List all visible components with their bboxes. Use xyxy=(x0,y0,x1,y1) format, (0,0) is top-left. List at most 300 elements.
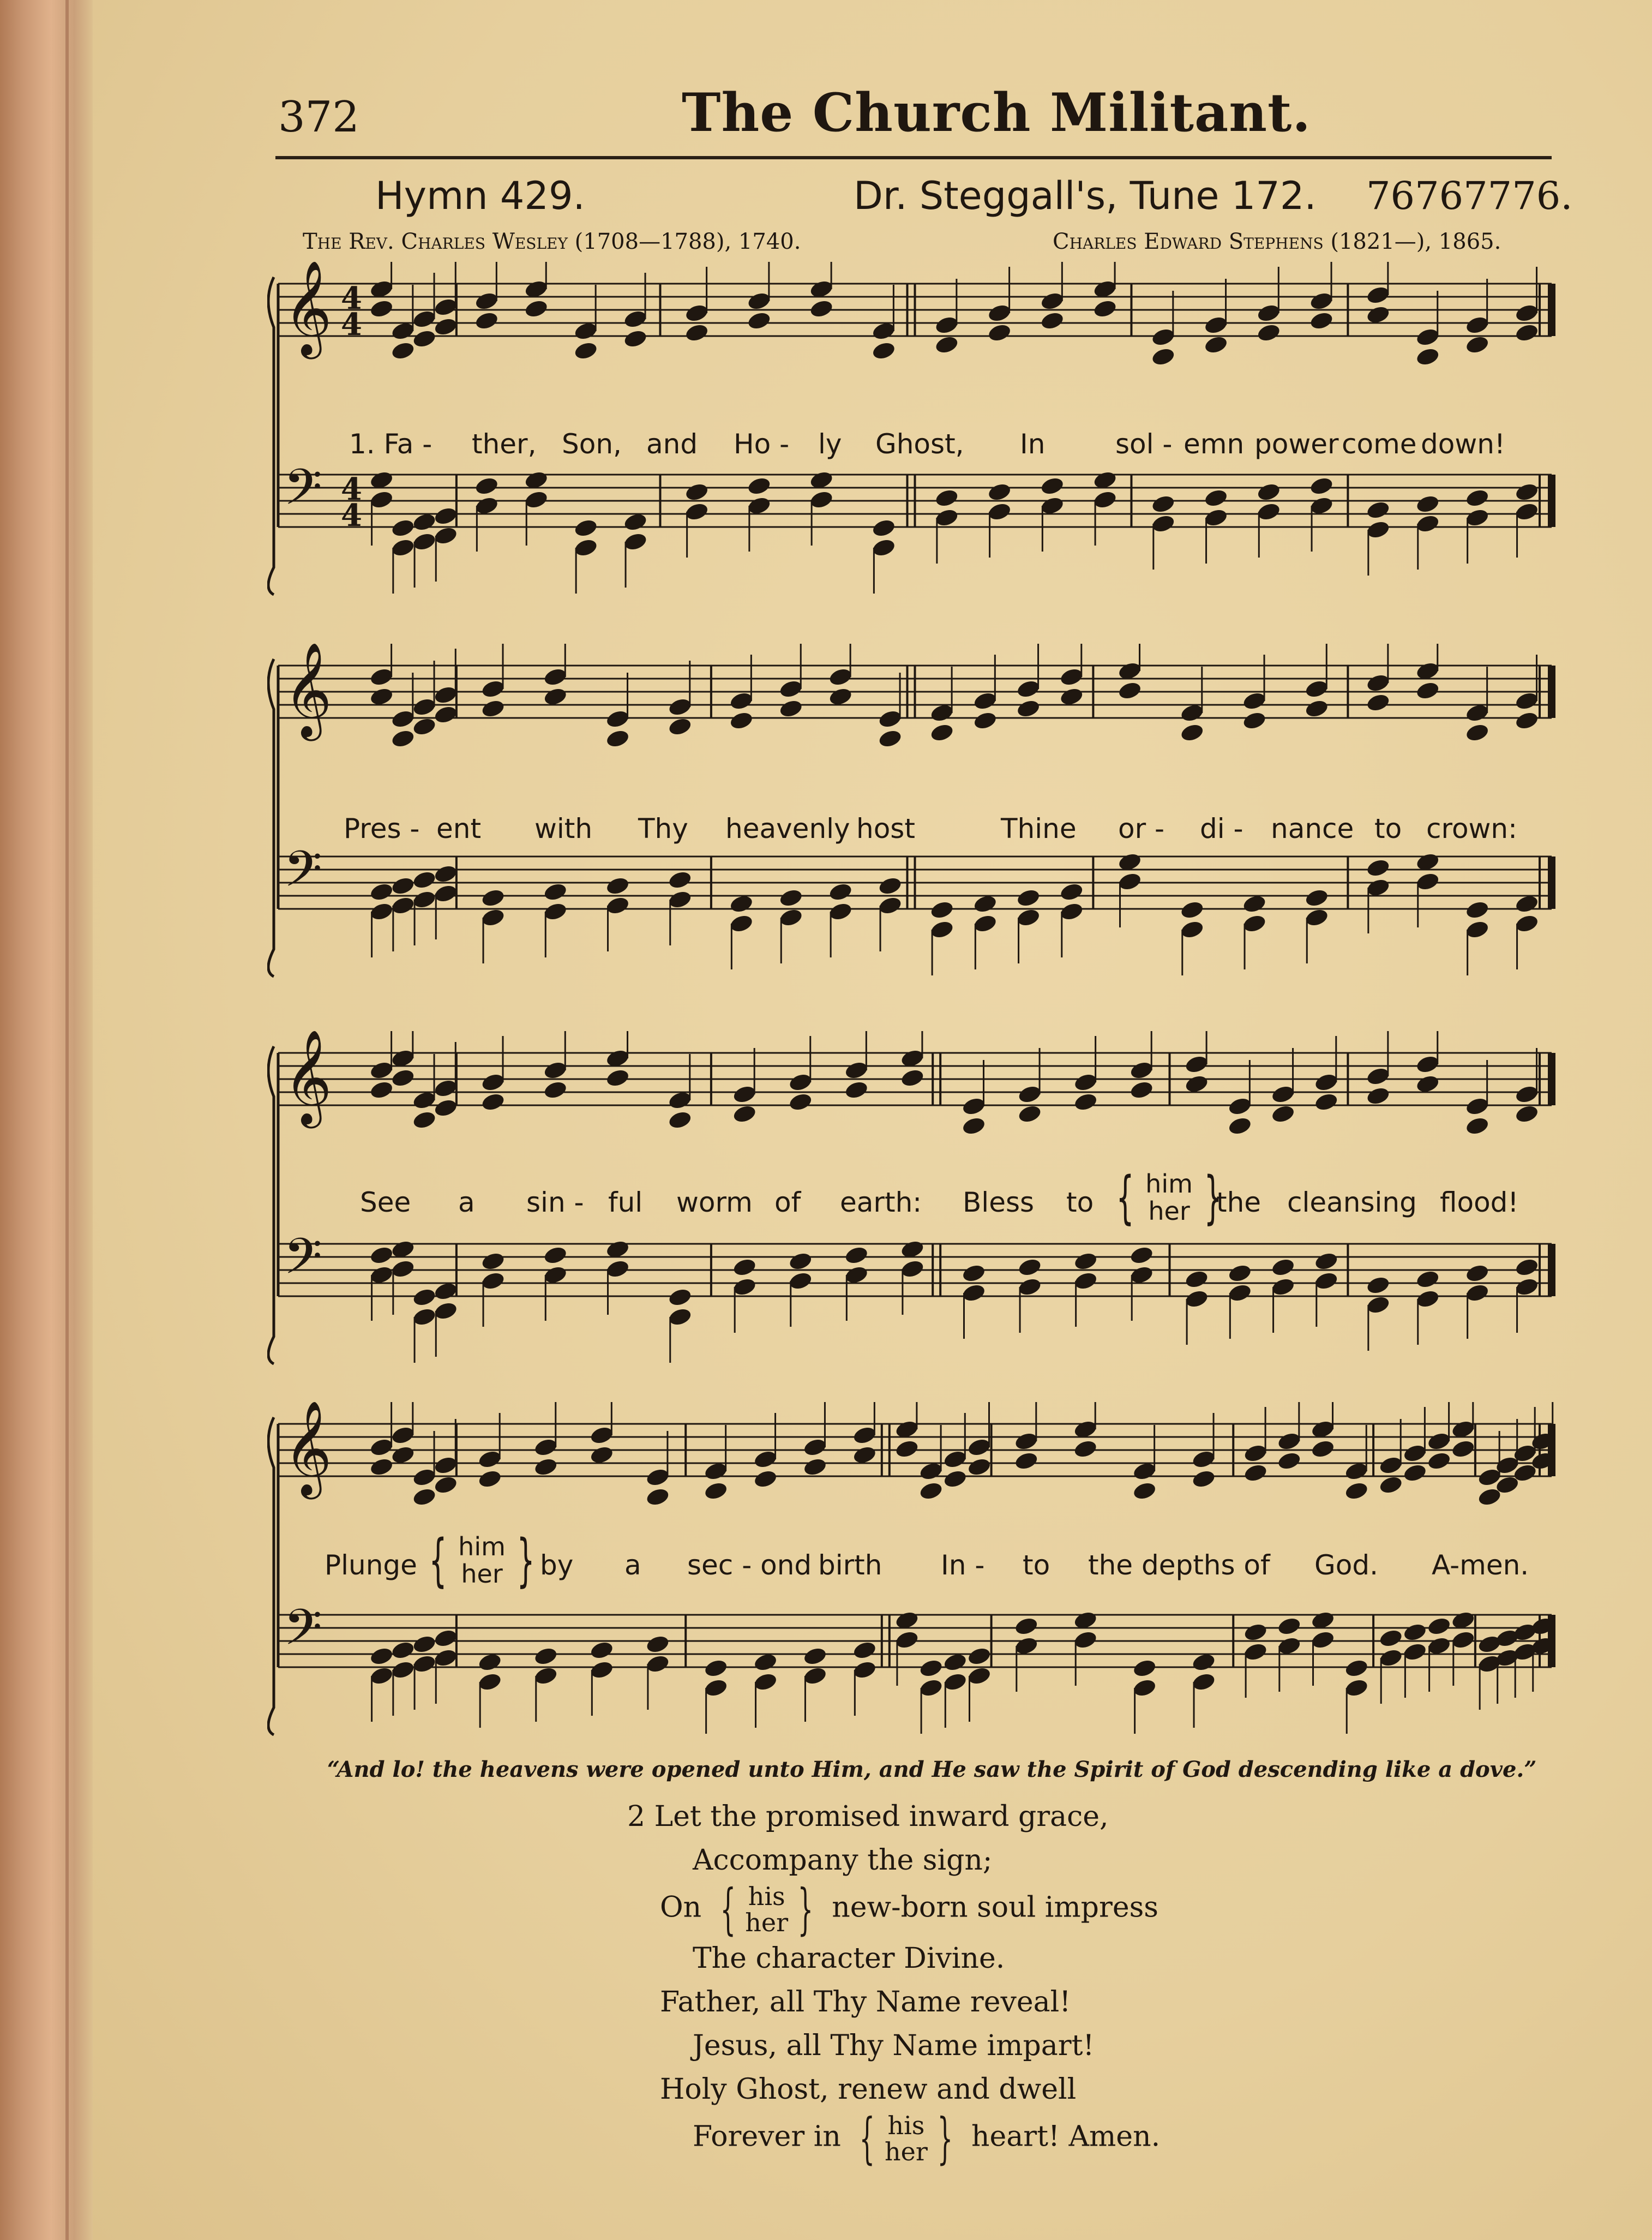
treble-notehead xyxy=(1180,722,1205,743)
treble-notehead xyxy=(474,291,499,312)
bass-notehead xyxy=(1092,489,1118,510)
treble-notehead xyxy=(1117,680,1142,701)
brace-option: him xyxy=(1145,1169,1193,1199)
treble-notehead xyxy=(623,328,648,349)
treble-notehead xyxy=(729,691,754,711)
bass-notehead xyxy=(1227,1283,1252,1303)
bass-notehead xyxy=(477,1672,502,1692)
treble-notehead xyxy=(480,1092,506,1112)
treble-notehead xyxy=(1242,710,1267,731)
bass-notehead xyxy=(668,1307,693,1327)
verse-text: On xyxy=(660,1891,702,1924)
bass-notehead xyxy=(778,907,803,928)
bass-notehead xyxy=(1059,882,1084,902)
bass-notehead xyxy=(645,1654,670,1674)
bass-notehead xyxy=(1191,1652,1216,1673)
treble-notehead xyxy=(589,1425,614,1446)
bass-notehead xyxy=(391,1660,416,1680)
bass-notehead xyxy=(573,518,598,538)
bass-notehead xyxy=(972,894,998,914)
bass-notehead xyxy=(1129,1245,1154,1266)
bass-notehead xyxy=(412,1634,437,1655)
bass-notehead xyxy=(433,1628,458,1649)
bass-notehead xyxy=(533,1646,558,1667)
verse-text: heart! Amen. xyxy=(971,2120,1161,2153)
treble-notehead xyxy=(477,1449,502,1470)
lyric-syllable: Bless xyxy=(963,1187,1035,1218)
lyric-syllable: Pres - xyxy=(344,813,420,845)
bass-notehead xyxy=(433,883,458,904)
treble-notehead xyxy=(369,667,394,687)
treble-notehead xyxy=(1415,1054,1440,1075)
treble-notehead xyxy=(732,1104,757,1124)
treble-notehead xyxy=(1016,698,1041,719)
treble-notehead xyxy=(1242,691,1267,711)
treble-notehead xyxy=(1184,1054,1209,1075)
time-signature-icon: 4 xyxy=(341,307,362,343)
treble-notehead xyxy=(1366,673,1391,693)
bass-notehead xyxy=(1314,1271,1339,1291)
bass-notehead xyxy=(1256,501,1281,522)
bass-notehead xyxy=(1016,907,1041,928)
bass-notehead xyxy=(1464,900,1489,920)
treble-notehead xyxy=(918,1481,944,1501)
treble-notehead xyxy=(668,697,693,717)
treble-notehead xyxy=(412,1467,437,1488)
treble-notehead xyxy=(605,1068,630,1088)
lyric-syllable: flood! xyxy=(1440,1187,1519,1218)
treble-notehead xyxy=(1243,1443,1268,1464)
treble-notehead xyxy=(809,298,834,319)
bass-notehead xyxy=(942,1652,968,1673)
treble-notehead xyxy=(1073,1072,1098,1093)
page-number: 372 xyxy=(278,93,359,142)
bass-notehead xyxy=(900,1259,925,1279)
treble-notehead xyxy=(934,334,959,355)
bass-notehead xyxy=(369,1265,394,1285)
treble-notehead xyxy=(1451,1439,1476,1459)
bass-notehead xyxy=(929,900,954,920)
lyric-syllable: ful xyxy=(608,1187,643,1218)
bass-notehead xyxy=(852,1660,877,1680)
bass-notehead xyxy=(543,1245,568,1266)
treble-notehead xyxy=(573,340,598,361)
treble-notehead xyxy=(369,298,394,319)
bass-notehead xyxy=(1378,1628,1403,1649)
treble-notehead xyxy=(1016,679,1041,699)
verse-line xyxy=(627,2106,1161,2170)
treble-notehead xyxy=(961,1116,986,1136)
treble-notehead xyxy=(1151,327,1176,348)
treble-notehead xyxy=(1415,1074,1440,1094)
treble-notehead xyxy=(828,667,853,687)
bass-notehead xyxy=(753,1652,778,1673)
treble-notehead xyxy=(477,1469,502,1489)
bass-notehead xyxy=(412,870,437,890)
treble-notehead xyxy=(1014,1431,1039,1452)
treble-notehead xyxy=(1514,322,1539,343)
lyric-syllable: emn xyxy=(1184,428,1245,460)
bass-notehead xyxy=(1132,1658,1157,1679)
lyric-syllable: host xyxy=(856,813,915,845)
treble-notehead xyxy=(391,321,416,342)
bass-notehead xyxy=(934,507,959,528)
bass-notehead xyxy=(918,1658,944,1679)
treble-notehead xyxy=(1464,703,1489,723)
bass-notehead xyxy=(1277,1616,1302,1637)
bass-notehead xyxy=(684,482,709,502)
bass-notehead xyxy=(1017,1277,1042,1297)
treble-notehead xyxy=(1243,1463,1268,1483)
book-binding-edge xyxy=(0,0,93,2240)
treble-notehead xyxy=(878,709,903,729)
bass-notehead xyxy=(788,1251,813,1272)
treble-notehead xyxy=(543,1060,568,1081)
bass-notehead xyxy=(1129,1265,1154,1285)
bass-notehead xyxy=(1151,513,1176,534)
bass-notehead xyxy=(433,525,458,546)
treble-notehead xyxy=(1073,1439,1098,1459)
treble-notehead xyxy=(1180,703,1205,723)
bass-notehead xyxy=(1309,476,1334,496)
treble-notehead xyxy=(412,1110,437,1130)
treble-clef-icon: 𝄞 xyxy=(284,1031,332,1124)
treble-clef-icon: 𝄞 xyxy=(284,262,332,355)
bass-notehead xyxy=(1040,495,1065,516)
bass-notehead xyxy=(668,870,693,890)
treble-notehead xyxy=(753,1449,778,1470)
bass-notehead xyxy=(369,1245,394,1266)
bass-notehead xyxy=(433,506,458,526)
treble-notehead xyxy=(480,679,506,699)
treble-notehead xyxy=(369,1080,394,1100)
treble-notehead xyxy=(1059,667,1084,687)
lyric-syllable: Son, xyxy=(562,428,622,460)
treble-notehead xyxy=(929,703,954,723)
treble-notehead xyxy=(1464,315,1489,336)
bass-notehead xyxy=(1073,1251,1098,1272)
lyric-syllable: the xyxy=(1216,1187,1261,1218)
lyric-syllable: Ghost, xyxy=(875,428,964,460)
treble-notehead xyxy=(412,716,437,737)
lyric-syllable: 1. Fa - xyxy=(349,428,432,460)
bass-notehead xyxy=(1314,1251,1339,1272)
bass-notehead xyxy=(477,1652,502,1673)
bass-notehead xyxy=(987,501,1012,522)
verse-text: new-born soul impress xyxy=(832,1891,1158,1924)
treble-notehead xyxy=(684,303,709,324)
treble-notehead xyxy=(433,1098,458,1118)
bass-notehead xyxy=(1514,501,1539,522)
treble-notehead xyxy=(934,315,959,336)
treble-notehead xyxy=(802,1437,827,1458)
treble-notehead xyxy=(1017,1104,1042,1124)
treble-notehead xyxy=(1514,1104,1539,1124)
bass-notehead xyxy=(543,901,568,922)
system-brace xyxy=(268,1417,274,1735)
treble-notehead xyxy=(929,722,954,743)
treble-notehead xyxy=(1304,679,1329,699)
treble-notehead xyxy=(668,716,693,737)
bass-notehead xyxy=(894,1630,920,1650)
bass-notehead xyxy=(412,512,437,532)
hymn-number: Hymn 429. xyxy=(375,173,585,218)
bass-notehead xyxy=(828,901,853,922)
bass-notehead xyxy=(1304,888,1329,908)
treble-notehead xyxy=(1191,1449,1216,1470)
treble-notehead xyxy=(1314,1072,1339,1093)
bass-notehead xyxy=(1059,901,1084,922)
bass-notehead xyxy=(1464,919,1489,940)
bass-notehead xyxy=(543,882,568,902)
bass-notehead xyxy=(1151,494,1176,514)
bass-notehead xyxy=(809,489,834,510)
lyric-syllable: A-men. xyxy=(1432,1549,1529,1581)
treble-notehead xyxy=(753,1469,778,1489)
treble-notehead xyxy=(433,1475,458,1495)
treble-notehead xyxy=(1277,1431,1302,1452)
treble-notehead xyxy=(645,1487,670,1507)
treble-notehead xyxy=(1227,1116,1252,1136)
bass-notehead xyxy=(605,1259,630,1279)
bass-notehead xyxy=(1344,1658,1369,1679)
bass-notehead xyxy=(778,888,803,908)
lyric-syllable: ther, xyxy=(472,428,537,460)
bass-notehead xyxy=(966,1646,992,1667)
bass-notehead xyxy=(391,1259,416,1279)
bass-clef-icon: 𝄢 xyxy=(284,1227,322,1297)
bass-notehead xyxy=(1415,513,1440,534)
treble-notehead xyxy=(623,309,648,330)
treble-notehead xyxy=(1092,298,1118,319)
bass-notehead xyxy=(828,882,853,902)
bass-notehead xyxy=(369,901,394,922)
bass-notehead xyxy=(589,1640,614,1661)
bass-clef-icon: 𝄢 xyxy=(284,458,322,528)
bass-notehead xyxy=(623,512,648,532)
treble-notehead xyxy=(1309,310,1334,331)
bass-notehead xyxy=(474,495,499,516)
treble-notehead xyxy=(543,1080,568,1100)
treble-notehead xyxy=(645,1467,670,1488)
lyric-syllable: heavenly xyxy=(725,813,850,845)
treble-notehead xyxy=(1073,1092,1098,1112)
treble-notehead xyxy=(480,698,506,719)
treble-notehead xyxy=(844,1080,869,1100)
bass-notehead xyxy=(729,913,754,934)
bass-notehead xyxy=(391,518,416,538)
treble-notehead xyxy=(966,1437,992,1458)
bass-notehead xyxy=(1309,495,1334,516)
treble-notehead xyxy=(412,697,437,717)
treble-notehead xyxy=(543,667,568,687)
lyric-syllable: a xyxy=(458,1187,475,1218)
system-brace xyxy=(268,659,274,977)
brace-his-her: { his her } xyxy=(720,1877,814,1941)
treble-notehead xyxy=(1464,722,1489,743)
bass-notehead xyxy=(844,1245,869,1266)
bass-notehead xyxy=(645,1634,670,1655)
treble-notehead xyxy=(966,1457,992,1477)
bass-notehead xyxy=(852,1640,877,1661)
lyric-syllable: Thine xyxy=(1001,813,1077,845)
treble-notehead xyxy=(1270,1084,1295,1105)
bass-notehead xyxy=(1270,1257,1295,1278)
hymn-composer: Charles Edward Stephens (1821—), 1865. xyxy=(1053,229,1501,254)
brace-him-her: { him her } xyxy=(429,1527,535,1594)
lyric-syllable: See xyxy=(360,1187,411,1218)
hymn-meter: 76767776. xyxy=(1366,173,1573,218)
treble-notehead xyxy=(1203,334,1228,355)
lyric-syllable: sin - xyxy=(526,1187,584,1218)
bass-notehead xyxy=(972,913,998,934)
bass-notehead xyxy=(878,895,903,916)
lyric-syllable: come xyxy=(1342,428,1417,460)
treble-notehead xyxy=(972,691,998,711)
bass-notehead xyxy=(1402,1622,1427,1643)
treble-notehead xyxy=(533,1457,558,1477)
bass-notehead xyxy=(369,882,394,902)
treble-notehead xyxy=(1415,346,1440,367)
bass-notehead xyxy=(1243,1642,1268,1662)
brace-option: his xyxy=(887,2111,925,2140)
treble-clef-icon: 𝄞 xyxy=(284,1402,332,1495)
treble-notehead xyxy=(942,1449,968,1470)
lyric-syllable: by xyxy=(540,1549,574,1581)
treble-notehead xyxy=(573,321,598,342)
brace-option: him xyxy=(458,1532,506,1561)
treble-notehead xyxy=(433,704,458,725)
treble-notehead xyxy=(1366,692,1391,713)
treble-notehead xyxy=(1366,1066,1391,1087)
bass-notehead xyxy=(1415,871,1440,892)
bass-notehead xyxy=(480,1251,506,1272)
treble-notehead xyxy=(1378,1455,1403,1476)
bass-notehead xyxy=(589,1660,614,1680)
lyric-syllable: the depths of xyxy=(1088,1549,1270,1581)
lyric-syllable: with xyxy=(534,813,593,845)
bass-notehead xyxy=(391,895,416,916)
treble-notehead xyxy=(1184,1074,1209,1094)
bass-notehead xyxy=(1464,1263,1489,1284)
treble-notehead xyxy=(369,686,394,707)
treble-notehead xyxy=(1191,1469,1216,1489)
scripture-epigraph: “And lo! the heavens were opened unto Him, and He saw the Spirit of God descending like a dove.” xyxy=(327,1757,1537,1782)
bass-notehead xyxy=(1242,913,1267,934)
treble-notehead xyxy=(1227,1096,1252,1117)
bass-notehead xyxy=(573,537,598,558)
bass-notehead xyxy=(747,495,772,516)
treble-notehead xyxy=(1014,1451,1039,1471)
bass-notehead xyxy=(961,1283,986,1303)
verse-line: The character Divine. xyxy=(693,1942,1005,1975)
bass-notehead xyxy=(623,531,648,552)
brace-option: her xyxy=(1148,1196,1190,1226)
time-signature-icon: 4 xyxy=(341,471,362,507)
bass-notehead xyxy=(684,501,709,522)
treble-notehead xyxy=(972,710,998,731)
verse-line: Accompany the sign; xyxy=(693,1844,993,1877)
bass-clef-icon: 𝄢 xyxy=(284,1598,322,1668)
treble-notehead xyxy=(961,1096,986,1117)
bass-notehead xyxy=(412,1307,437,1327)
system-brace xyxy=(268,1046,274,1364)
treble-notehead xyxy=(852,1445,877,1465)
bass-notehead xyxy=(747,476,772,496)
lyric-syllable: God. xyxy=(1314,1549,1378,1581)
lyric-syllable: Plunge xyxy=(325,1549,417,1581)
bass-notehead xyxy=(433,864,458,884)
treble-notehead xyxy=(788,1072,813,1093)
bass-notehead xyxy=(412,1654,437,1674)
bass-notehead xyxy=(871,537,896,558)
verse-line: Jesus, all Thy Name impart! xyxy=(693,2029,1095,2062)
treble-notehead xyxy=(1415,680,1440,701)
bass-notehead xyxy=(1451,1630,1476,1650)
bass-notehead xyxy=(1366,500,1391,520)
treble-notehead xyxy=(703,1461,728,1482)
bass-notehead xyxy=(433,1281,458,1302)
lyric-syllable: worm xyxy=(676,1187,753,1218)
bass-notehead xyxy=(1180,919,1205,940)
lyric-syllable: down! xyxy=(1421,428,1505,460)
bass-notehead xyxy=(1243,1622,1268,1643)
bass-notehead xyxy=(533,1666,558,1686)
bass-notehead xyxy=(1277,1636,1302,1656)
treble-notehead xyxy=(1256,303,1281,324)
bass-notehead xyxy=(753,1672,778,1692)
treble-notehead xyxy=(778,698,803,719)
bass-notehead xyxy=(878,876,903,896)
lyric-syllable: Ho - xyxy=(734,428,790,460)
treble-notehead xyxy=(391,1425,416,1446)
treble-notehead xyxy=(1040,310,1065,331)
lyric-syllable: nance xyxy=(1271,813,1354,845)
treble-notehead xyxy=(1464,1116,1489,1136)
treble-notehead xyxy=(1464,1096,1489,1117)
treble-notehead xyxy=(1344,1481,1369,1501)
lyric-syllable: ly xyxy=(818,428,842,460)
lyric-syllable: di - xyxy=(1200,813,1243,845)
treble-notehead xyxy=(1426,1431,1451,1452)
treble-notehead xyxy=(1304,698,1329,719)
treble-notehead xyxy=(391,1445,416,1465)
bass-notehead xyxy=(1073,1271,1098,1291)
brace-him-her: { him her } xyxy=(1116,1164,1222,1231)
treble-notehead xyxy=(543,686,568,707)
treble-notehead xyxy=(433,316,458,337)
running-title: The Church Militant. xyxy=(682,82,1311,143)
verse-line: Holy Ghost, renew and dwell xyxy=(660,2073,1077,2106)
bass-notehead xyxy=(1180,900,1205,920)
treble-notehead xyxy=(1256,322,1281,343)
bass-notehead xyxy=(668,1287,693,1308)
treble-notehead xyxy=(1514,710,1539,731)
treble-notehead xyxy=(1514,303,1539,324)
treble-notehead xyxy=(480,1072,506,1093)
brace-his-her: { his her } xyxy=(859,2106,953,2170)
treble-notehead xyxy=(433,297,458,318)
treble-notehead xyxy=(412,328,437,349)
bass-notehead xyxy=(668,889,693,910)
bass-notehead xyxy=(1017,1257,1042,1278)
bass-notehead xyxy=(966,1666,992,1686)
bass-notehead xyxy=(961,1263,986,1284)
bass-notehead xyxy=(703,1678,728,1698)
bass-notehead xyxy=(480,1271,506,1291)
treble-notehead xyxy=(987,322,1012,343)
brace-option: her xyxy=(745,1908,789,1937)
